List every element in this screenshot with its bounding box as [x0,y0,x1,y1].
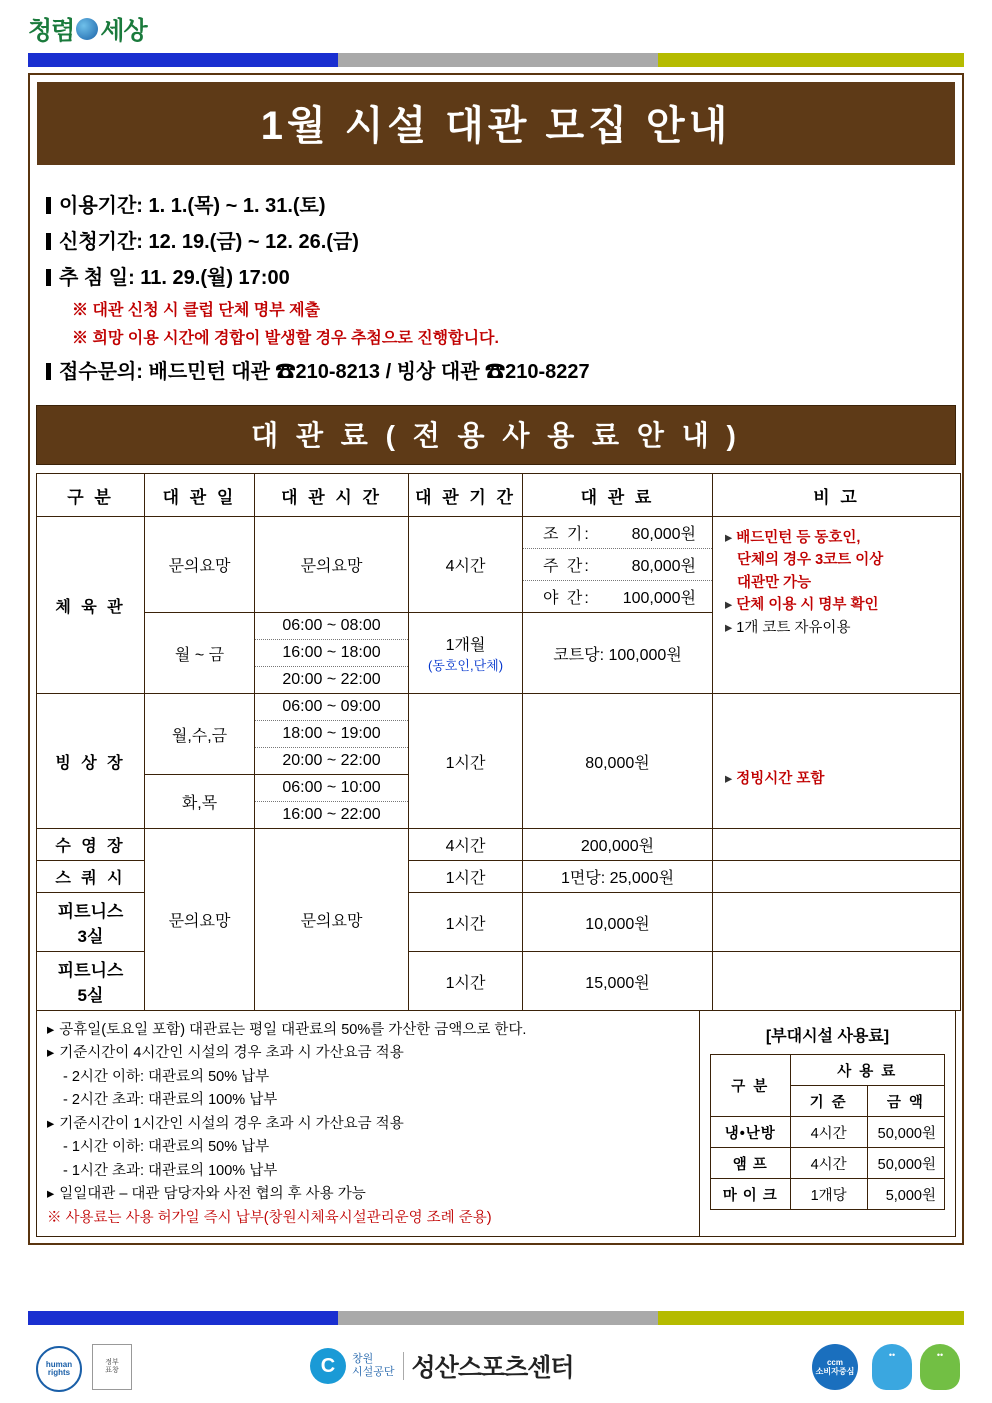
info-block [30,172,962,399]
cell-pool-period: 4시간 [409,829,523,861]
aux-table-title: [부대시설 사용료] [765,1028,890,1045]
cell-fitness3-period: 1시간 [409,893,523,952]
cell-category-fitness3: 피트니스 3실 [37,893,145,952]
aux-row-hvac-std: 4시간 [790,1117,867,1148]
cell-gym-fee-morning: 조 기: 80,000원 [523,517,713,549]
aux-row-amp-amount: 50,000원 [867,1148,944,1179]
aux-row-amp-name: 앰 프 [711,1148,791,1179]
cell-fitness5-remark [713,952,961,1011]
table-row [711,1179,945,1210]
aux-row-mic-std: 1개당 [790,1179,867,1210]
cell-gym-fee-day: 주 간: 80,000원 [523,549,713,581]
logo-text-left: 청렴 [28,16,75,45]
cell-rink-time-b: 18:00 ~ 19:00 [255,721,409,748]
cell-rink-time-e: 16:00 ~ 22:00 [255,802,409,829]
cell-others-time: 문의요망 [255,829,409,1011]
bnote-7: - 1시간 초과: 대관료의 100% 납부 [63,1162,278,1179]
cell-category-rink: 빙 상 장 [37,694,145,829]
fee-table-header-row [37,474,961,517]
info-line-contact: 접수문의: 배드민턴 대관 ☎210-8213 / 빙상 대관 ☎210-8227 [46,355,946,384]
cell-gym-remark: ▸ 배드민턴 등 동호인, 단체의 경우 3코트 이상 대관만 가능 ▸ 단체 이용 시 명부 확인 ▸ 1개 코트 자유이용 [713,517,961,694]
aux-row-mic-name: 마 이 크 [711,1179,791,1210]
ombudsman-logo [28,12,208,46]
table-row [37,694,961,721]
globe-icon [76,18,98,40]
decor-bar-blue-bottom [28,1311,338,1325]
bnote-1: 공휴일(토요일 포함) 대관료는 평일 대관료의 50%를 가산한 금액으로 한다. [59,1022,527,1038]
bnote-2: 기준시간이 4시간인 시설의 경우 초과 시 가산요금 적용 [59,1045,404,1062]
bnote-5: 기준시간이 1시간인 시설의 경우 초과 시 가산요금 적용 [59,1115,404,1132]
bnote-4: - 2시간 초과: 대관료의 100% 납부 [63,1092,278,1109]
award-icon: 정부 표창 [92,1344,132,1390]
footer [0,1340,992,1402]
cell-category-fitness5: 피트니스 5실 [37,952,145,1011]
bullet-icon [46,269,51,286]
changwon-sports-center-logo [310,1348,574,1384]
remark-rink: 정빙시간 포함 [736,771,825,787]
cell-others-day: 문의요망 [145,829,255,1011]
cell-rink-period: 1시간 [409,694,523,829]
th-remark: 비 고 [713,474,961,517]
divider [403,1352,404,1380]
decor-bar-olive-top [658,53,964,67]
cell-rink-day-1: 월,수,금 [145,694,255,775]
table-row [711,1148,945,1179]
mascot-green [920,1344,960,1390]
aux-th-category: 구 분 [711,1055,791,1117]
cell-squash-fee: 1면당: 25,000원 [523,861,713,893]
cell-rink-time-c: 20:00 ~ 22:00 [255,748,409,775]
mascot-blue [872,1344,912,1390]
cell-rink-remark: ▸ 정빙시간 포함 [713,694,961,829]
aux-th-group: 사 용 료 [790,1055,944,1086]
aux-header-row [711,1055,945,1086]
org-main-name: 성산스포츠센터 [411,1354,574,1382]
info-note-2: ※ 희망 이용 시간에 경합이 발생할 경우 추첨으로 진행합니다. [72,330,499,347]
cell-rink-time-a: 06:00 ~ 09:00 [255,694,409,721]
th-period: 대 관 기 간 [409,474,523,517]
aux-fee-section [700,1011,955,1236]
bottom-notes: ▸ 공휴일(토요일 포함) 대관료는 평일 대관료의 50%를 가산한 금액으로 한다. ▸ 기준시간이 4시간인 시설의 경우 초과 시 가산요금 적용 - 2시간 이하: 대관료의 50% 납부 - 2시간 초과: 대관료의 100% 납부 ▸ 기준시간이 1시간인 시설의 경우 초과 시 가산요금 적용 - 1시간 이하: 대관료의 50% 납부 - 1시간 초과: 대관료의 100% 납부 ▸ 일일대관 – 대관 담당자와 사전 협의 후 사용 가능 ※ 사용료는 사용 허가일 즉시 납부(창원시체육시설관리운영 조례 준용) [37,1011,700,1236]
remark-gym-2: 단체의 경우 3코트 이상 [737,552,884,569]
fee-table [36,473,961,1011]
cell-pool-fee: 200,000원 [523,829,713,861]
cell-gym-time-b: 16:00 ~ 18:00 [255,640,409,667]
bnote-9: ※ 사용료는 사용 허가일 즉시 납부(창원시체육시설관리운영 조례 준용) [47,1209,492,1226]
info-line-period: 이용기간: 1. 1.(목) ~ 1. 31.(토) [46,189,946,218]
cell-category-squash: 스 쿼 시 [37,861,145,893]
cell-fitness3-fee: 10,000원 [523,893,713,952]
th-category: 구 분 [37,474,145,517]
remark-gym-4: 단체 이용 시 명부 확인 [736,597,879,614]
th-fee: 대 관 료 [523,474,713,517]
remark-gym-1: 배드민턴 등 동호인, [736,530,861,546]
aux-th-standard: 기 준 [790,1086,867,1117]
government-award-badge [92,1344,132,1390]
cell-gym-period-1: 4시간 [409,517,523,613]
th-time: 대 관 시 간 [255,474,409,517]
bullet-icon [46,363,51,380]
mascot-green-icon: •• [920,1344,960,1390]
aux-row-hvac-amount: 50,000원 [867,1117,944,1148]
remark-gym-5: 1개 코트 자유이용 [736,619,851,636]
cell-pool-remark [713,829,961,861]
changwon-mark-icon: C [310,1348,346,1384]
ccm-icon: ccm 소비자중심 [812,1344,858,1390]
page-title: 1월 시설 대관 모집 안내 [35,80,957,167]
bullet-icon [46,197,51,214]
decor-bar-olive-bottom [658,1311,964,1325]
table-row [37,517,961,549]
cell-gym-period-2: 1개월 (동호인,단체) [409,613,523,694]
cell-category-pool: 수 영 장 [37,829,145,861]
decor-bar-gray-top [338,53,658,67]
decor-bar-gray-bottom [338,1311,658,1325]
cell-gym-time-c: 20:00 ~ 22:00 [255,667,409,694]
bnote-8: 일일대관 – 대관 담당자와 사전 협의 후 사용 가능 [59,1186,366,1203]
decor-bar-blue-top [28,53,338,67]
cell-category-gym: 체 육 관 [37,517,145,694]
cell-gym-time-a: 06:00 ~ 08:00 [255,613,409,640]
cell-rink-day-2: 화,목 [145,775,255,829]
table-row [711,1117,945,1148]
cell-gym-fee-night: 야 간: 100,000원 [523,581,713,613]
cell-gym-day-2: 월 ~ 금 [145,613,255,694]
info-note-1: ※ 대관 신청 시 클럽 단체 명부 제출 [72,302,321,319]
cell-fitness5-period: 1시간 [409,952,523,1011]
cell-rink-time-d: 06:00 ~ 10:00 [255,775,409,802]
aux-row-hvac-name: 냉•난방 [711,1117,791,1148]
logo-text-right: 세상 [100,16,147,45]
info-line-application: 신청기간: 12. 19.(금) ~ 12. 26.(금) [46,225,946,254]
human-rights-badge [36,1346,82,1392]
cell-fitness5-fee: 15,000원 [523,952,713,1011]
bullet-icon [46,233,51,250]
cell-squash-period: 1시간 [409,861,523,893]
mascot-blue-icon: •• [872,1344,912,1390]
aux-row-mic-amount: 5,000원 [867,1179,944,1210]
ccm-badge [812,1344,858,1390]
cell-fitness3-remark [713,893,961,952]
poster-frame [28,73,964,1245]
th-day: 대 관 일 [145,474,255,517]
bnote-3: - 2시간 이하: 대관료의 50% 납부 [63,1068,270,1085]
changwon-sub-text: 창원 시설공단 [352,1353,395,1378]
section-title-fees: 대 관 료 ( 전 용 사 용 료 안 내 ) [36,405,956,465]
cell-squash-remark [713,861,961,893]
cell-rink-fee: 80,000원 [523,694,713,829]
human-rights-icon: human rights [36,1346,82,1392]
cell-gym-fee-court: 코트당: 100,000원 [523,613,713,694]
aux-th-amount: 금 액 [867,1086,944,1117]
bnote-6: - 1시간 이하: 대관료의 50% 납부 [63,1139,270,1156]
bottom-section [36,1011,956,1237]
remark-gym-3: 대관만 가능 [737,574,812,591]
info-line-lottery: 추 첨 일: 11. 29.(월) 17:00 [46,261,946,290]
table-row [37,829,961,861]
cell-gym-day-1: 문의요망 [145,517,255,613]
aux-fee-table [710,1054,945,1210]
aux-row-amp-std: 4시간 [790,1148,867,1179]
cell-gym-time-1: 문의요망 [255,517,409,613]
